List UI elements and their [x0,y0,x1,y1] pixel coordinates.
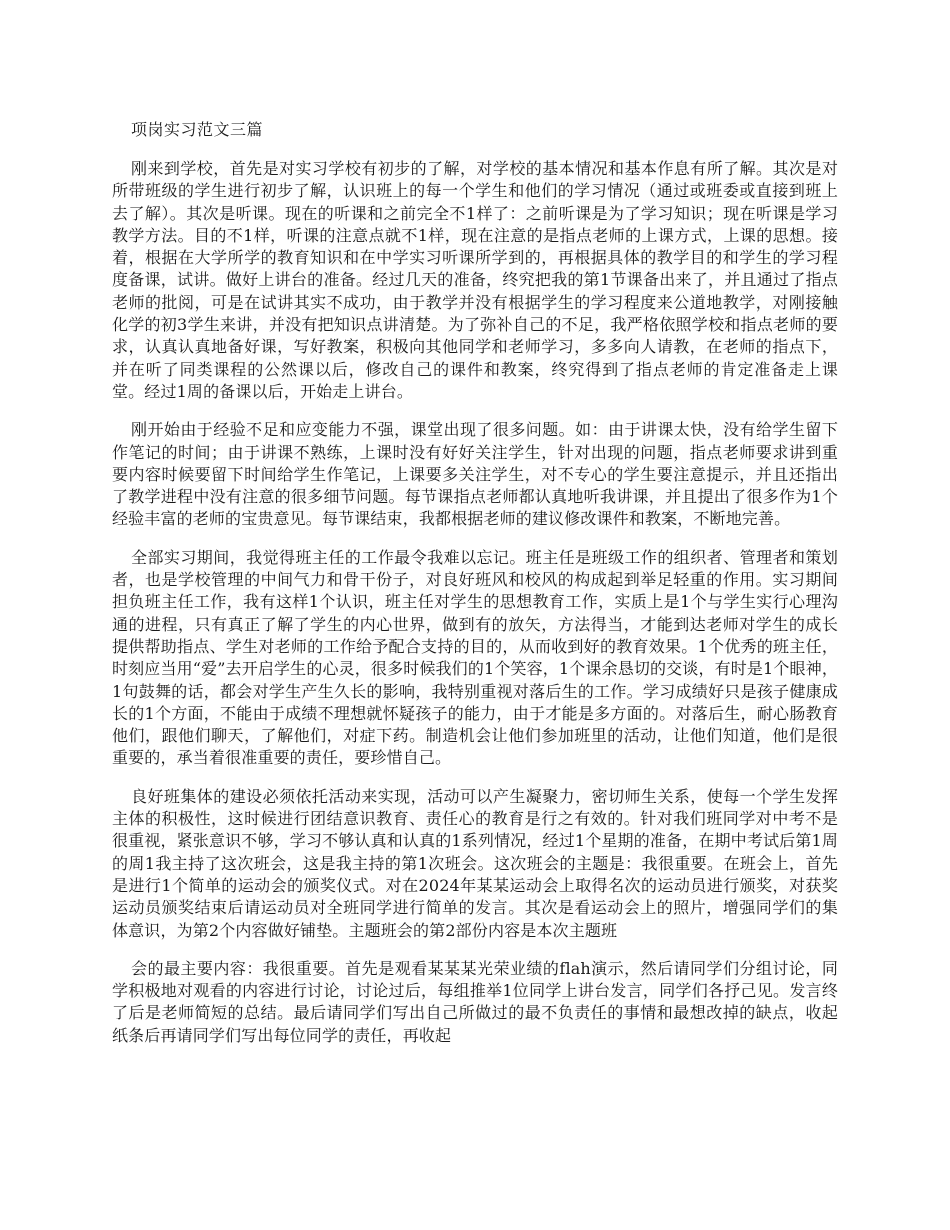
paragraph-2: 刚开始由于经验不足和应变能力不强，课堂出现了很多问题。如：由于讲课太快，没有给学生留下作笔记的时间；由于讲课不熟练，上课时没有好好关注学生，针对出现的问题，指点老师要求讲到重要内容时候要留下时间给学生作笔记，上课要多关注学生，对不专心的学生要注意提示，并且还指出了教学进程中没有注意的很多细节问题。每节课指点老师都认真地听我讲课，并且提出了很多作为1个经验丰富的老师的宝贵意见。每节课结束，我都根据老师的建议修改课件和教案，不断地完善。 [112,420,838,529]
document-page [112,118,838,1063]
document-title: 项岗实习范文三篇 [131,120,264,139]
paragraph-5: 会的最主要内容：我很重要。首先是观看某某某光荣业绩的flah演示，然后请同学们分组讨论，同学积极地对观看的内容进行讨论，讨论过后，每组推举1位同学上讲台发言，同学们各抒己见。发言终了后是老师简短的总结。最后请同学们写出自己所做过的最不负责任的事情和最想改掉的缺点，收起纸条后再请同学们写出每位同学的责任，再收起 [112,958,838,1045]
paragraph-4: 良好班集体的建设必须依托活动来实现，活动可以产生凝聚力，密切师生关系，使每一个学生发挥主体的积极性，这时候进行团结意识教育、责任心的教育是行之有效的。针对我们班同学对中考不是很重视，紧张意识不够，学习不够认真和认真的1系列情况，经过1个星期的准备，在期中考试后第1周的周1我主持了这次班会，这是我主持的第1次班会。这次班会的主题是：我很重要。在班会上，首先是进行1个简单的运动会的颁奖仪式。对在2024年某某运动会上取得名次的运动员进行颁奖，对获奖运动员颁奖结束后请运动员对全班同学进行简单的发言。其次是看运动会上的照片，增强同学们的集体意识，为第2个内容做好铺垫。主题班会的第2部份内容是本次主题班 [112,786,838,940]
paragraph-3: 全部实习期间，我觉得班主任的工作最令我难以忘记。班主任是班级工作的组织者、管理者和策划者，也是学校管理的中间气力和骨干份子，对良好班风和校风的构成起到举足轻重的作用。实习期间担负班主任工作，我有这样1个认识，班主任对学生的思想教育工作，实质上是1个与学生实行心理沟通的进程，只有真正了解了学生的内心世界，做到有的放矢，方法得当，才能到达老师对学生的成长提供帮助指点、学生对老师的工作给予配合支持的目的，从而收到好的教育效果。1个优秀的班主任，时刻应当用“爱”去开启学生的心灵，很多时候我们的1个笑容，1个课余恳切的交谈，有时是1个眼神，1句鼓舞的话，都会对学生产生久长的影响，我特别重视对落后生的工作。学习成绩好只是孩子健康成长的1个方面，不能由于成绩不理想就怀疑孩子的能力，由于才能是多方面的。对落后生，耐心肠教育他们，跟他们聊天，了解他们，对症下药。制造机会让他们参加班里的活动，让他们知道，他们是很重要的，承当着很准重要的责任，要珍惜自己。 [112,547,838,768]
paragraph-1: 刚来到学校，首先是对实习学校有初步的了解，对学校的基本情况和基本作息有所了解。其次是对所带班级的学生进行初步了解，认识班上的每一个学生和他们的学习情况（通过或班委或直接到班上去了解）。其次是听课。现在的听课和之前完全不1样了：之前听课是为了学习知识；现在听课是学习教学方法。目的不1样，听课的注意点就不1样，现在注意的是指点老师的上课方式，上课的思想。接着，根据在大学所学的教育知识和在中学实习听课所学到的，再根据具体的教学目的和学生的学习程度备课，试讲。做好上讲台的准备。经过几天的准备，终究把我的第1节课备出来了，并且通过了指点老师的批阅，可是在试讲其实不成功，由于教学并没有根据学生的学习程度来公道地教学，对刚接触化学的初3学生来讲，并没有把知识点讲清楚。为了弥补自己的不足，我严格依照学校和指点老师的要求，认真认真地备好课，写好教案，积极向其他同学和老师学习，多多向人请教，在老师的指点下，并在听了同类课程的公然课以后，修改自己的课件和教案，终究得到了指点老师的肯定准备走上课堂。经过1周的备课以后，开始走上讲台。 [112,159,838,401]
